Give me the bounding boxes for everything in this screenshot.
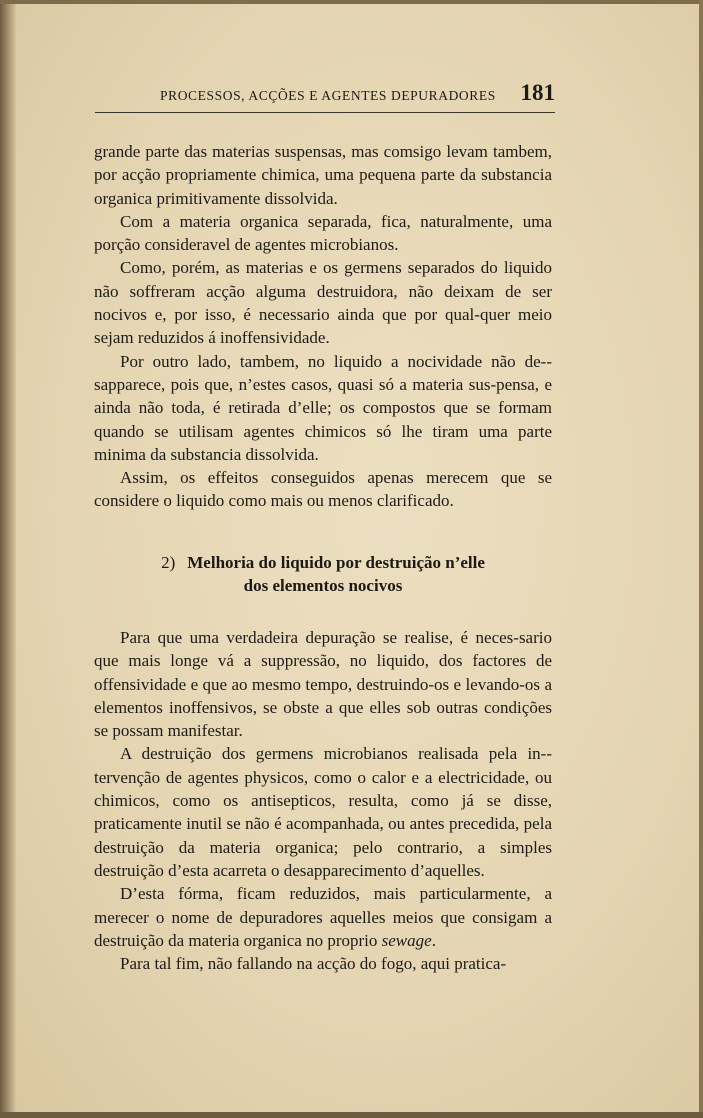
text-block-before-heading	[94, 140, 552, 513]
section-heading-line-2: dos elementos nocivos	[243, 576, 403, 595]
paragraph-continued: grande parte das materias suspensas, mas comsigo levam tambem, por acção propriamente chimica, uma pequena parte da substancia organica primitivamente dissolvida.	[94, 142, 552, 208]
paragraph: A destruição dos germens microbianos realisada pela in-tervenção de agentes physicos, como o calor e a electricidade, ou chimicos, como os antisepticos, resulta, como já se disse, praticamente inutil se não é acompanhada, ou antes precedida, pela destruição da materia organica; pelo contrario, a simples destruição d’esta acarreta o desapparecimento d’aquelles.	[94, 744, 552, 880]
paragraph-text: D’esta fórma, ficam reduzidos, mais particularmente, a merecer o nome de depuradores aquelles meios que consigam a destruição da materia organica no proprio	[94, 884, 552, 950]
binding-gutter	[0, 0, 16, 1118]
header-rule	[95, 112, 555, 113]
paragraph: Por outro lado, tambem, no liquido a nocividade não de-sapparece, pois que, n’estes casos, quasi só a materia sus-pensa, e ainda não toda, é retirada d’elle; os compostos que se formam quando se utilisam agentes chimicos só lhe tiram uma parte minima da substancia dissolvida.	[94, 351, 552, 464]
italic-term: sewage	[381, 930, 432, 950]
paragraph: Para que uma verdadeira depuração se realise, é neces-sario que mais longe vá a suppressão, no liquido, dos factores de offensividade e que ao mesmo tempo, destruindo-os e levando-os a elementos inoffensivos, se obste a que elles sob outras condições se possam manifestar.	[94, 628, 552, 741]
section-title-part-1: Melhoria do liquido por destruição n’elle	[187, 553, 485, 572]
paragraph: Assim, os effeitos conseguidos apenas merecem que se considere o liquido como mais ou menos clarificado.	[94, 468, 552, 511]
paragraph: Como, porém, as materias e os germens separados do liquido não soffreram acção alguma destruidora, não deixam de ser nocivos e, por isso, é necessario ainda que por qual-quer meio sejam reduzidos á inoffensividade.	[94, 258, 552, 348]
paragraph: Com a materia organica separada, fica, naturalmente, uma porção consideravel de agentes microbianos.	[94, 211, 552, 255]
paragraph-end: .	[431, 930, 436, 950]
paragraph: Para tal fim, não fallando na acção do fogo, aqui pratica-	[120, 954, 507, 974]
section-number: 2)	[161, 553, 176, 572]
page-header	[160, 80, 555, 110]
running-title: PROCESSOS, ACÇÕES E AGENTES DEPURADORES	[160, 88, 496, 103]
text-block-after-heading	[94, 626, 552, 975]
page-right-edge	[699, 0, 703, 1118]
section-heading-line-1	[94, 551, 552, 574]
page-number: 181	[520, 80, 555, 105]
page-top-edge	[0, 0, 703, 4]
paragraph-sewage	[94, 882, 552, 952]
page-bottom-edge	[0, 1112, 703, 1118]
section-heading	[94, 551, 552, 597]
